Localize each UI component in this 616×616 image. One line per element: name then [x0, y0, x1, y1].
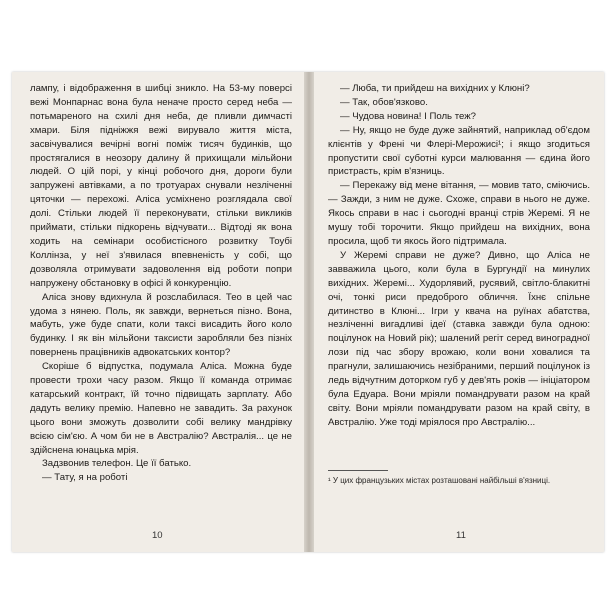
page-number-left: 10	[152, 530, 163, 541]
paragraph: — Тату, я на роботі	[42, 472, 128, 484]
paragraph: — Ну, якщо не буде дуже зайнятий, наприклад об'єдом клієнтів у Френі чи Флері-Мерожисі¹; і якщо згодиться пропустити свої суботні курси малювання — єдина його пристрасть, крім в'язниць.	[328, 124, 590, 178]
paragraph: — Перекажу від мене вітання, — мовив тато, сміючись. — Зажди, з ним не дуже. Схоже, справи в нього не дуже. Якось справи в нас і сьогодні вранці стрів Жеремі. Я не мушу тобі торочити. Якщо прийдеш на вихідних, вона просила, щоб ти якось його підтримала.	[328, 180, 590, 247]
left-page	[30, 82, 292, 485]
book-gutter	[304, 72, 314, 552]
paragraph: — Чудова новина! І Поль теж?	[340, 110, 476, 122]
page-number-right: 11	[456, 530, 466, 541]
footnote-rule	[328, 470, 388, 471]
paragraph: — Люба, ти прийдеш на вихідних у Клюні?	[340, 83, 530, 94]
paragraph: Скоріше б відпустка, подумала Аліса. Можна буде провести трохи часу разом. Якщо її команда отримає катарський контракт, їй точно підвищать зарплату. Або дадуть велику премію. Напевно не завадить. За рахунок цього вони зможуть дозволити собі велику мандрівку всією сім'єю. А чом би не в Австралію? Австралія... це не здійснена юнацька мрія.	[30, 361, 292, 456]
paragraph: У Жеремі справи не дуже? Дивно, що Аліса не завважила цього, коли була в Бургундії на минулих вихідних. Жеремі... Худорлявий, русявий, світло-блакитні очі, тонкі риси предоброго обличчя. Їхнє спільне дитинство в Клюні... Ігри у квача на руїнах абатства, незліченні вигадливі ідеї (ставка завжди була одною: поцілунок на Новий рік); шалений регіт серед виноградної лози під час збору врожаю, коли вони ховалися та прагнули, залишаючись незібраними, перший поцілунок із ледь відчутним доторком губ у дев'ять років — ініціатором була Едуара. Вони мріяли помандрувати разом на край світу. Вони мріяли помандрувати разом на край світу, в Австралію. Уже тоді мріялося про Австралію...	[328, 249, 590, 428]
right-page	[328, 82, 590, 430]
book-spread	[12, 72, 604, 552]
paragraph: Аліса знову вдихнула й розслабилася. Тео в цей час удома з нянею. Поль, як завжди, вернеться пізно. Вона, мабуть, уже буде спати, коли таксі висадить його коло будинку. І як він мільйони таксисти заробляли без пізніх повернень працівників адвокатських контор?	[30, 291, 292, 359]
paragraph: лампу, і відображення в шибці зникло. На 53-му поверсі вежі Монпарнас вона була неначе просто серед неба — потьмареного на схилі дня неба, де пливли димчасті хмари. Біля підніжжя вежі вирувало життя міста, засвічувалися вечірні вогні поміж тисяч будинків, що простягалися в неозору далину й прихищали мільйони людей. О цій порі, у кінці робочого дня, дороги були запружені автівками, а по тротуарах снували незліченні цяточки — перехожі. Аліса усміхнено розглядала свої долі. Стільки людей її переконувати, стільки викликів приймати, стільки підкорень відчувати... Відтоді як вона ходить на семінари особистісного розвитку Тоубі Коллінза, у неї з'явилася впевненість у собі, що дозволяла отримувати задоволення від роботи попри напружену обстановку в офісі й конкуренцію.	[30, 83, 292, 289]
footnote: ¹ У цих французьких містах розташовані найбільші в'язниці.	[328, 476, 551, 485]
paragraph: — Так, обов'язково.	[340, 96, 428, 108]
paragraph: Задзвонив телефон. Це її батько.	[42, 458, 192, 470]
